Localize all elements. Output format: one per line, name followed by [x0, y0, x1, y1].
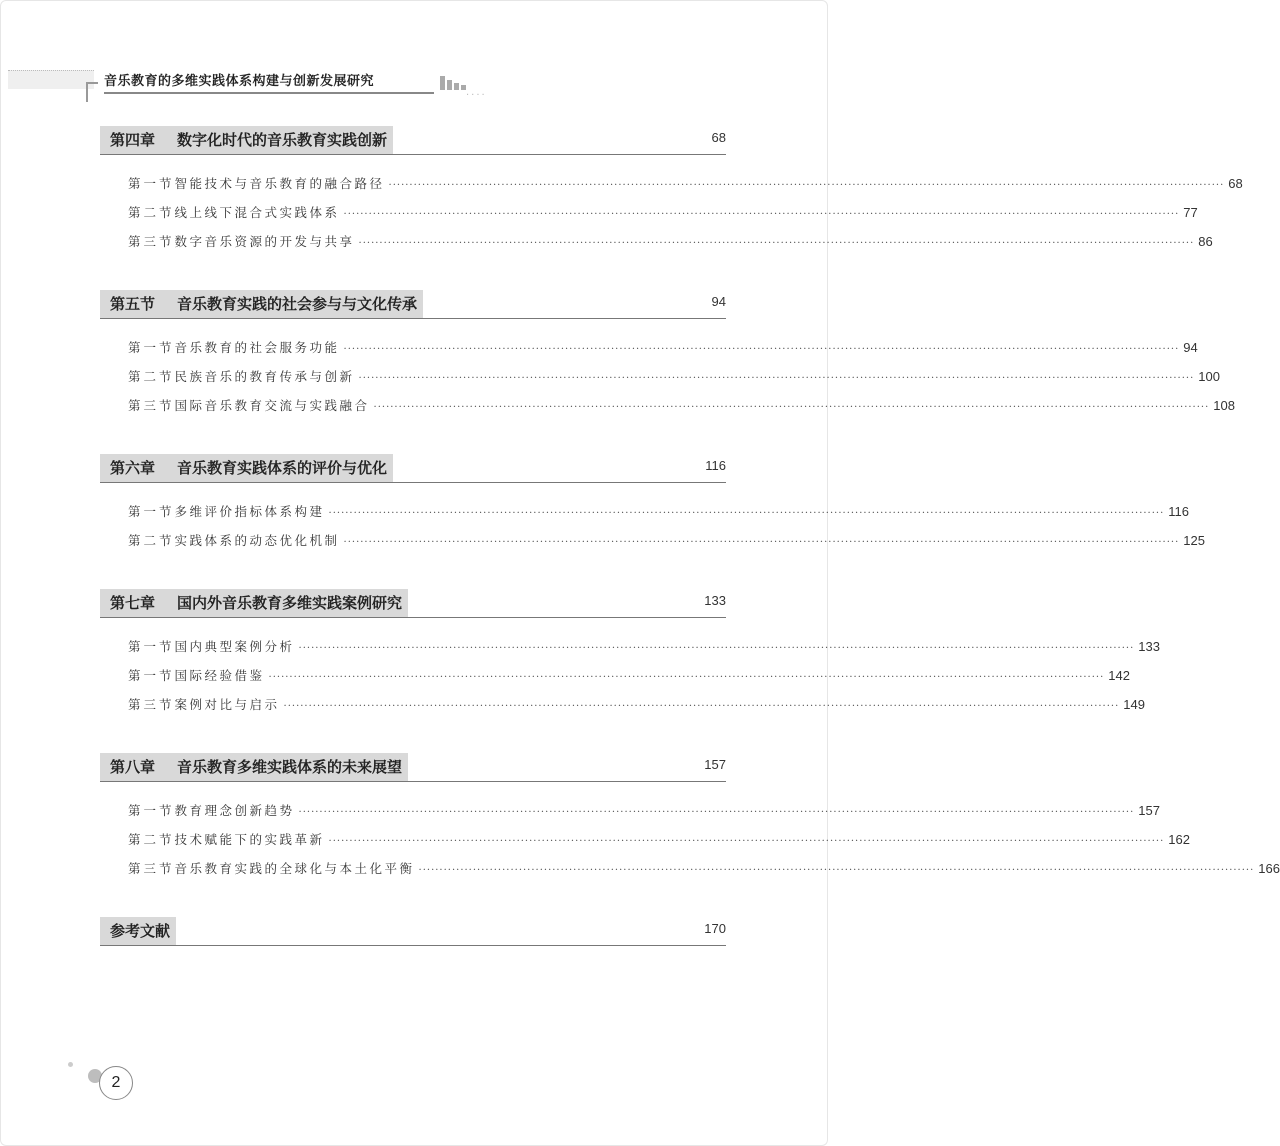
chapter-label: 第六章	[110, 459, 156, 477]
dot-leader: ········································································································································································································	[418, 865, 1255, 876]
section-list	[100, 618, 1160, 719]
dot-leader: ········································································································································································································	[388, 180, 1225, 191]
toc-section-entry[interactable]	[100, 632, 1160, 661]
section-label: 第一节	[128, 176, 175, 191]
chapter-page-number: 116	[705, 458, 726, 473]
chapter-heading[interactable]	[100, 589, 726, 618]
toc-section-entry[interactable]	[100, 227, 1213, 256]
chapter-heading[interactable]	[100, 126, 726, 155]
page-number: 2	[99, 1066, 133, 1100]
section-page-number: 86	[1198, 234, 1213, 249]
section-page-number: 166	[1258, 861, 1280, 876]
header-dots-decoration: ····	[466, 90, 487, 101]
section-title: 国内典型案例分析	[174, 639, 295, 654]
section-page-number: 149	[1123, 697, 1145, 712]
header-rule	[104, 92, 434, 94]
chapter-title-box	[100, 753, 408, 781]
section-page-number: 162	[1168, 832, 1190, 847]
section-page-number: 116	[1168, 504, 1190, 519]
dot-leader: ········································································································································································································	[268, 672, 1105, 683]
toc-section-entry[interactable]	[100, 796, 1160, 825]
toc-chapter	[100, 753, 1280, 883]
section-label: 第一节	[128, 340, 175, 355]
section-title: 国际音乐教育交流与实践融合	[174, 398, 370, 413]
chapter-label: 第八章	[110, 758, 156, 776]
chapter-heading[interactable]	[100, 917, 726, 946]
section-page-number: 68	[1228, 176, 1243, 191]
chapter-title-box	[100, 454, 393, 482]
chapter-page-number: 170	[704, 921, 726, 936]
section-page-number: 157	[1138, 803, 1160, 818]
section-page-number: 100	[1198, 369, 1220, 384]
section-label: 第一节	[128, 504, 175, 519]
dot-leader: ········································································································································································································	[328, 508, 1165, 519]
chapter-title-box	[100, 126, 393, 154]
section-title: 国际经验借鉴	[174, 668, 265, 683]
section-title: 多维评价指标体系构建	[174, 504, 325, 519]
toc-section-entry[interactable]	[100, 825, 1190, 854]
toc-section-entry[interactable]	[100, 333, 1198, 362]
section-label: 第三节	[128, 398, 175, 413]
chapter-label: 第七章	[110, 594, 156, 612]
section-label: 第三节	[128, 861, 175, 876]
toc-chapter	[100, 126, 1243, 256]
chapter-label: 第四章	[110, 131, 156, 149]
section-label: 第三节	[128, 234, 175, 249]
toc-section-entry[interactable]	[100, 854, 1280, 883]
header-bars-decoration	[440, 76, 466, 90]
section-page-number: 94	[1183, 340, 1198, 355]
chapter-title-box	[100, 290, 423, 318]
section-label: 第三节	[128, 697, 175, 712]
section-title: 线上线下混合式实践体系	[174, 205, 340, 220]
table-of-contents	[100, 126, 1280, 980]
section-title: 音乐教育的社会服务功能	[174, 340, 340, 355]
chapter-page-number: 94	[711, 294, 726, 309]
dot-leader: ········································································································································································································	[358, 238, 1195, 249]
dot-leader: ········································································································································································································	[298, 807, 1135, 818]
section-page-number: 142	[1108, 668, 1130, 683]
section-title: 智能技术与音乐教育的融合路径	[174, 176, 385, 191]
section-title: 数字音乐资源的开发与共享	[174, 234, 355, 249]
chapter-heading[interactable]	[100, 290, 726, 319]
chapter-page-number: 68	[711, 130, 726, 145]
toc-chapter	[100, 917, 726, 946]
dot-leader: ········································································································································································································	[373, 402, 1210, 413]
chapter-title: 参考文献	[110, 922, 171, 940]
dot-leader: ········································································································································································································	[358, 373, 1195, 384]
chapter-page-number: 133	[704, 593, 726, 608]
chapter-heading[interactable]	[100, 454, 726, 483]
running-header-title: 音乐教育的多维实践体系构建与创新发展研究	[104, 74, 375, 89]
section-page-number: 108	[1213, 398, 1235, 413]
chapter-title: 国内外音乐教育多维实践案例研究	[177, 594, 403, 612]
section-label: 第二节	[128, 533, 175, 548]
chapter-title: 音乐教育实践体系的评价与优化	[177, 459, 388, 477]
toc-chapter	[100, 290, 1235, 420]
chapter-page-number: 157	[704, 757, 726, 772]
section-title: 教育理念创新趋势	[174, 803, 295, 818]
toc-section-entry[interactable]	[100, 362, 1220, 391]
section-title: 民族音乐的教育传承与创新	[174, 369, 355, 384]
section-page-number: 133	[1138, 639, 1160, 654]
toc-section-entry[interactable]	[100, 169, 1243, 198]
chapter-title-box	[100, 589, 408, 617]
section-label: 第二节	[128, 832, 175, 847]
section-title: 技术赋能下的实践革新	[174, 832, 325, 847]
dot-leader: ········································································································································································································	[298, 643, 1135, 654]
toc-section-entry[interactable]	[100, 526, 1205, 555]
toc-section-entry[interactable]	[100, 497, 1190, 526]
chapter-title: 音乐教育多维实践体系的未来展望	[177, 758, 403, 776]
toc-section-entry[interactable]	[100, 198, 1198, 227]
dot-leader: ········································································································································································································	[343, 209, 1180, 220]
chapter-title-box	[100, 917, 176, 945]
dot-leader: ········································································································································································································	[328, 836, 1165, 847]
section-label: 第二节	[128, 369, 175, 384]
chapter-title: 音乐教育实践的社会参与与文化传承	[177, 295, 418, 313]
section-title: 实践体系的动态优化机制	[174, 533, 340, 548]
chapter-title: 数字化时代的音乐教育实践创新	[177, 131, 388, 149]
header-decoration	[8, 70, 94, 89]
section-label: 第二节	[128, 205, 175, 220]
footer-dot-decoration	[68, 1062, 73, 1067]
section-list	[100, 483, 1205, 555]
header-bracket	[86, 82, 98, 102]
toc-chapter	[100, 589, 1160, 719]
section-label: 第一节	[128, 639, 175, 654]
toc-section-entry[interactable]	[100, 391, 1235, 420]
chapter-label: 第五节	[110, 295, 156, 313]
chapter-heading[interactable]	[100, 753, 726, 782]
section-title: 音乐教育实践的全球化与本土化平衡	[174, 861, 415, 876]
section-label: 第一节	[128, 803, 175, 818]
dot-leader: ········································································································································································································	[283, 701, 1120, 712]
section-page-number: 125	[1183, 533, 1205, 548]
toc-chapter	[100, 454, 1205, 555]
section-page-number: 77	[1183, 205, 1198, 220]
toc-section-entry[interactable]	[100, 690, 1145, 719]
dot-leader: ········································································································································································································	[343, 537, 1180, 548]
section-list	[100, 782, 1280, 883]
section-title: 案例对比与启示	[174, 697, 280, 712]
dot-leader: ········································································································································································································	[343, 344, 1180, 355]
section-label: 第一节	[128, 668, 175, 683]
toc-section-entry[interactable]	[100, 661, 1130, 690]
section-list	[100, 155, 1243, 256]
section-list	[100, 319, 1235, 420]
